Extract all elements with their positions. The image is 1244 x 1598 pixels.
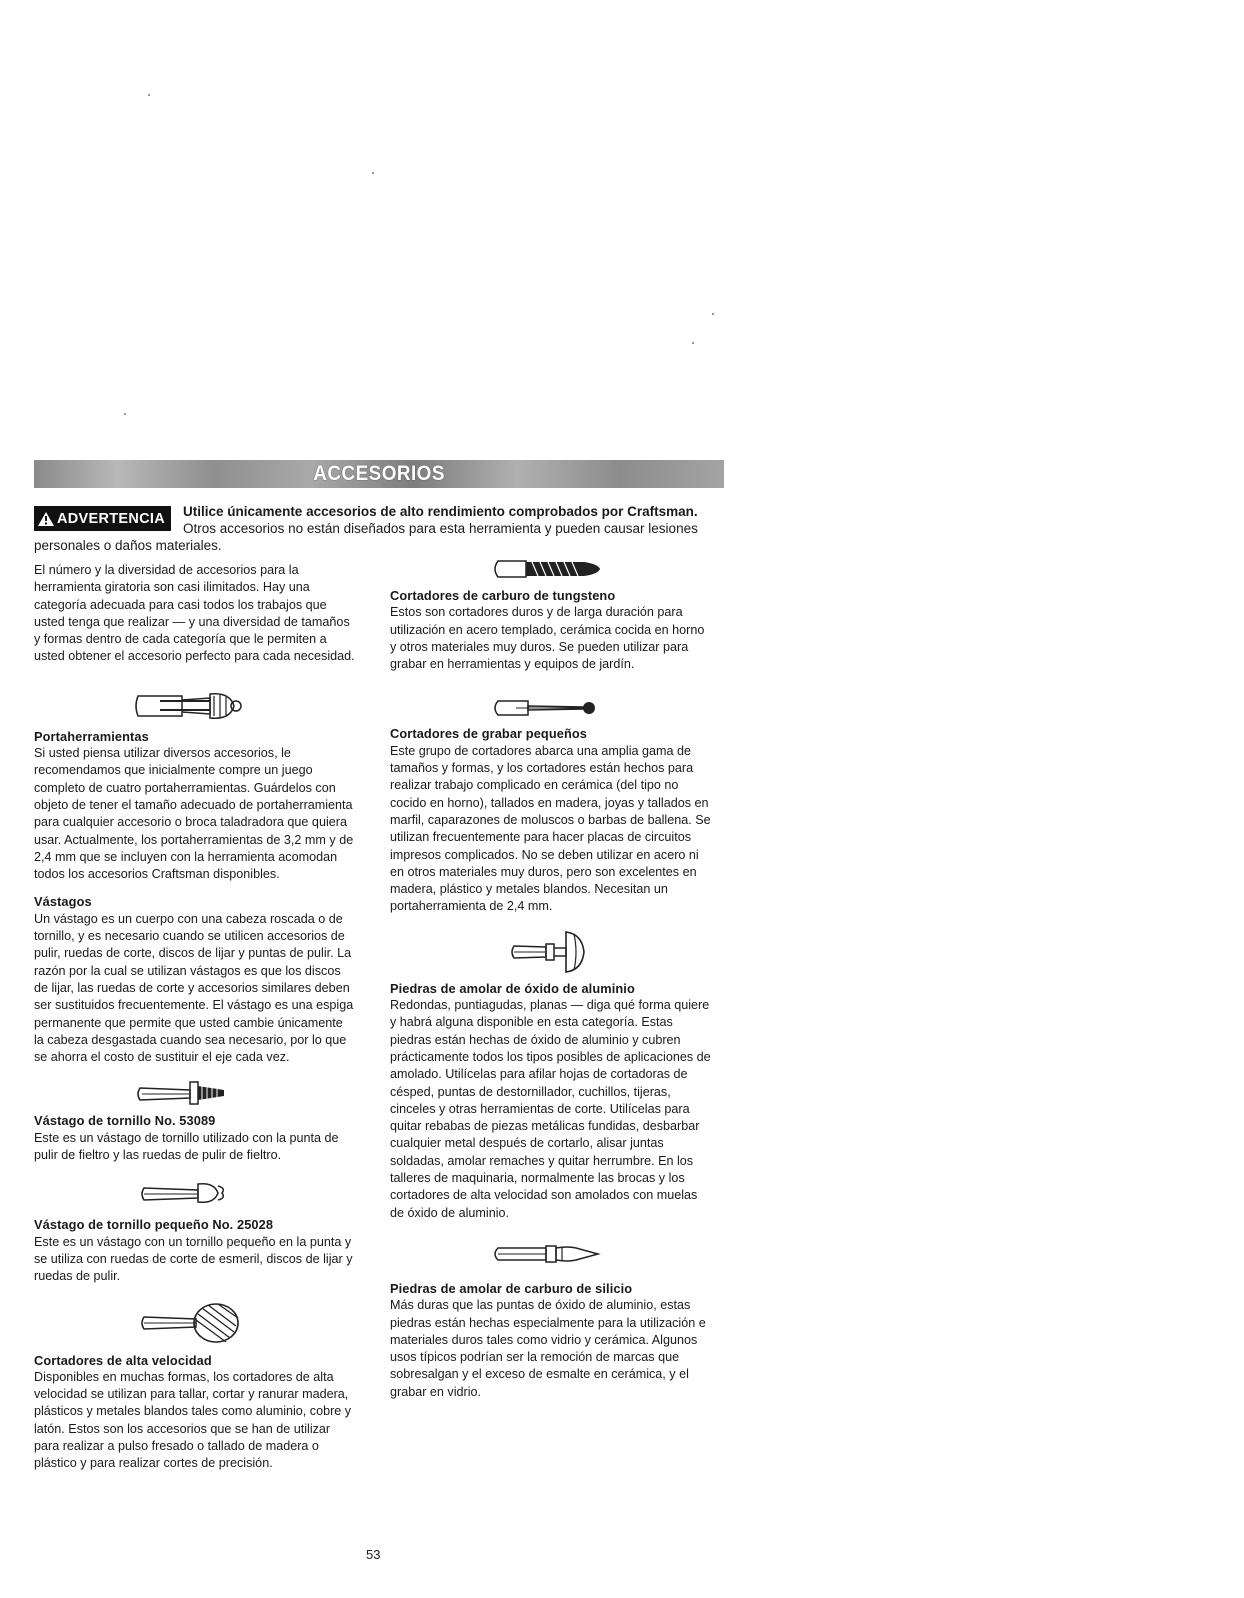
section-body-cortadores-alta-velocidad: Disponibles en muchas formas, los cortadores de alta velocidad se utilizan para tallar, cortar y ranurar madera, plásticos y metales blandos tales como aluminio, cobre y latón. Estos son los accesorios que se han de utilizar para realizar a pulso fresado o tallado de madera o plástico y para realizar cortes de precisión. [34, 1369, 352, 1471]
section-title-vastagos: Vástagos [34, 894, 92, 910]
illustration-engraving-cutter [390, 695, 712, 721]
section-body-vastago-53089: Este es un vástago de tornillo utilizado con la punta de pulir de fieltro y las ruedas de pulir de fieltro. [34, 1130, 339, 1163]
warning-rest-text: Otros accesorios no están diseñados para esta herramienta y pueden causar lesiones personales o daños materiales. [34, 521, 698, 553]
small-screw-mandrel-icon [130, 1178, 260, 1208]
illustration-aluminum-oxide-stone [390, 928, 712, 976]
scan-speck [124, 413, 126, 415]
banner-title: ACCESORIOS [313, 462, 445, 485]
warning-block [34, 503, 724, 554]
scan-speck [692, 342, 694, 344]
section-body-vastago-25028: Este es un vástago con un tornillo pequeño en la punta y se utiliza con ruedas de corte de esmeril, discos de lijar y ruedas de pulir. [34, 1234, 353, 1284]
high-speed-cutter-icon [130, 1300, 260, 1346]
section-body-vastagos: Un vástago es un cuerpo con una cabeza roscada o de tornillo, y es necesario cuando se utilicen accesorios de pulir, ruedas de corte, discos de lijar y puntas de pulir. La razón por la cual se utilizan vástagos es que los discos de lijar, las ruedas de corte y accesorios similares deben ser sustituidos frecuentemente. El vástago es una espiga permanente que permite que usted cambie únicamente la cabeza desgastada cuando sea necesario, por lo que se ahorra el costo de sustituir el eje cada vez. [34, 911, 354, 1065]
illustration-collet [34, 684, 356, 728]
section-body-oxido-aluminio: Redondas, puntiagudas, planas — diga qué forma quiere y habrá alguna disponible en esta categoría. Estas piedras están hechas de óxido de aluminio y cubren prácticamente todos los tipos posibles de aplicaciones de amolado. Utilícelas para afilar hojas de cortadoras de césped, puntas de destornillador, cuchillos, tijeras, cinceles y otras herramientas de corte. Utilícelas para quitar rebabas de piezas metálicas fundidas, desbarbar cualquier metal después de cortarlo, alisar juntas soldadas, amolar remaches y quitar herrumbre. En los talleres de maquinaria, normalmente las brocas y los cortadores de alta velocidad son amolados con muelas de óxido de aluminio. [390, 998, 711, 1220]
illustration-high-speed-cutter [34, 1300, 356, 1346]
illustration-tungsten-carbide-cutter [390, 555, 712, 583]
tungsten-carbide-cutter-icon [486, 555, 616, 583]
section-body-carburo-tungsteno: Estos son cortadores duros y de larga duración para utilización en acero templado, cerámica cocida en horno y otros materiales muy duros. Se pueden utilizar para grabar en herramientas y equipos de jardín. [390, 605, 705, 672]
section-body-cortadores-grabar: Este grupo de cortadores abarca una amplia gama de tamaños y formas, y los cortadores están hechos para realizar trabajo complicado en cerámica (del tipo no cocido en horno), tallados en madera, joyas y tallados en marfil, caparazones de moluscos o barbas de ballena. Se utilizan frecuentemente para hacer placas de circuitos impresos complicados. No se deben utilizar en acero ni en otros materiales muy duros, pero son excelentes en madera, plástico y metales blandos. Necesitan un portaherramienta de 2,4 mm. [390, 743, 711, 914]
section-title-cortadores-alta-velocidad: Cortadores de alta velocidad [34, 1352, 212, 1368]
scan-speck [712, 313, 714, 315]
illustration-small-screw-mandrel [34, 1178, 356, 1208]
left-column [34, 562, 356, 1473]
illustration-screw-mandrel [34, 1076, 356, 1108]
warning-lead-text: Utilice únicamente accesorios de alto rendimiento comprobados por Craftsman. [183, 504, 698, 519]
section-title-vastago-25028: Vástago de tornillo pequeño No. 25028 [34, 1217, 274, 1233]
aluminum-oxide-stone-icon [486, 928, 616, 976]
engraving-cutter-icon [486, 695, 616, 721]
page-number: 53 [366, 1547, 381, 1562]
intro-paragraph: El número y la diversidad de accesorios para la herramienta giratoria son casi ilimitados. Hay una categoría adecuada para casi todos los trabajos que usted tenga que realizar — y una diversidad de tamaños y formas dentro de cada categoría que le permiten a usted obtener el accesorio perfecto para cada necesidad. [34, 563, 355, 664]
warning-badge-label: ADVERTENCIA [57, 510, 166, 527]
section-title-cortadores-grabar: Cortadores de grabar pequeños [390, 726, 588, 742]
collet-icon [130, 684, 260, 728]
right-column [390, 555, 712, 1401]
section-body-carburo-silicio: Más duras que las puntas de óxido de aluminio, estas piedras están hechas especialmente para la utilización e materiales duros tales como vidrio y cerámica. Algunos usos típicos podrían ser la remoción de marcas que sobresalgan y el exceso de esmalte en cerámica, y el grabar en vidrio. [390, 1298, 706, 1399]
illustration-silicon-carbide-stone [390, 1240, 712, 1268]
section-title-portaherramientas: Portaherramientas [34, 728, 149, 744]
section-title-vastago-53089: Vástago de tornillo No. 53089 [34, 1113, 216, 1129]
section-body-portaherramientas: Si usted piensa utilizar diversos accesorios, le recomendamos que inicialmente compre un juego completo de cuatro portaherramientas. Guárdelos con objeto de tener el tamaño adecuado de portaherramienta para cualquier accesorio o broca taladradora que quiera usar. Actualmente, los portaherramientas de 3,2 mm y de 2,4 mm que se incluyen con la herramienta acomodan todos los accesorios Craftsman disponibles. [34, 746, 354, 882]
section-banner [34, 460, 724, 488]
scan-speck [372, 172, 374, 174]
scan-speck [148, 94, 150, 96]
warning-badge [34, 506, 171, 531]
section-title-carburo-silicio: Piedras de amolar de carburo de silicio [390, 1280, 633, 1296]
warning-triangle-icon [38, 512, 54, 526]
screw-mandrel-icon [130, 1076, 260, 1108]
silicon-carbide-stone-icon [476, 1240, 626, 1268]
section-title-oxido-aluminio: Piedras de amolar de óxido de aluminio [390, 980, 635, 996]
section-title-carburo-tungsteno: Cortadores de carburo de tungsteno [390, 588, 616, 603]
